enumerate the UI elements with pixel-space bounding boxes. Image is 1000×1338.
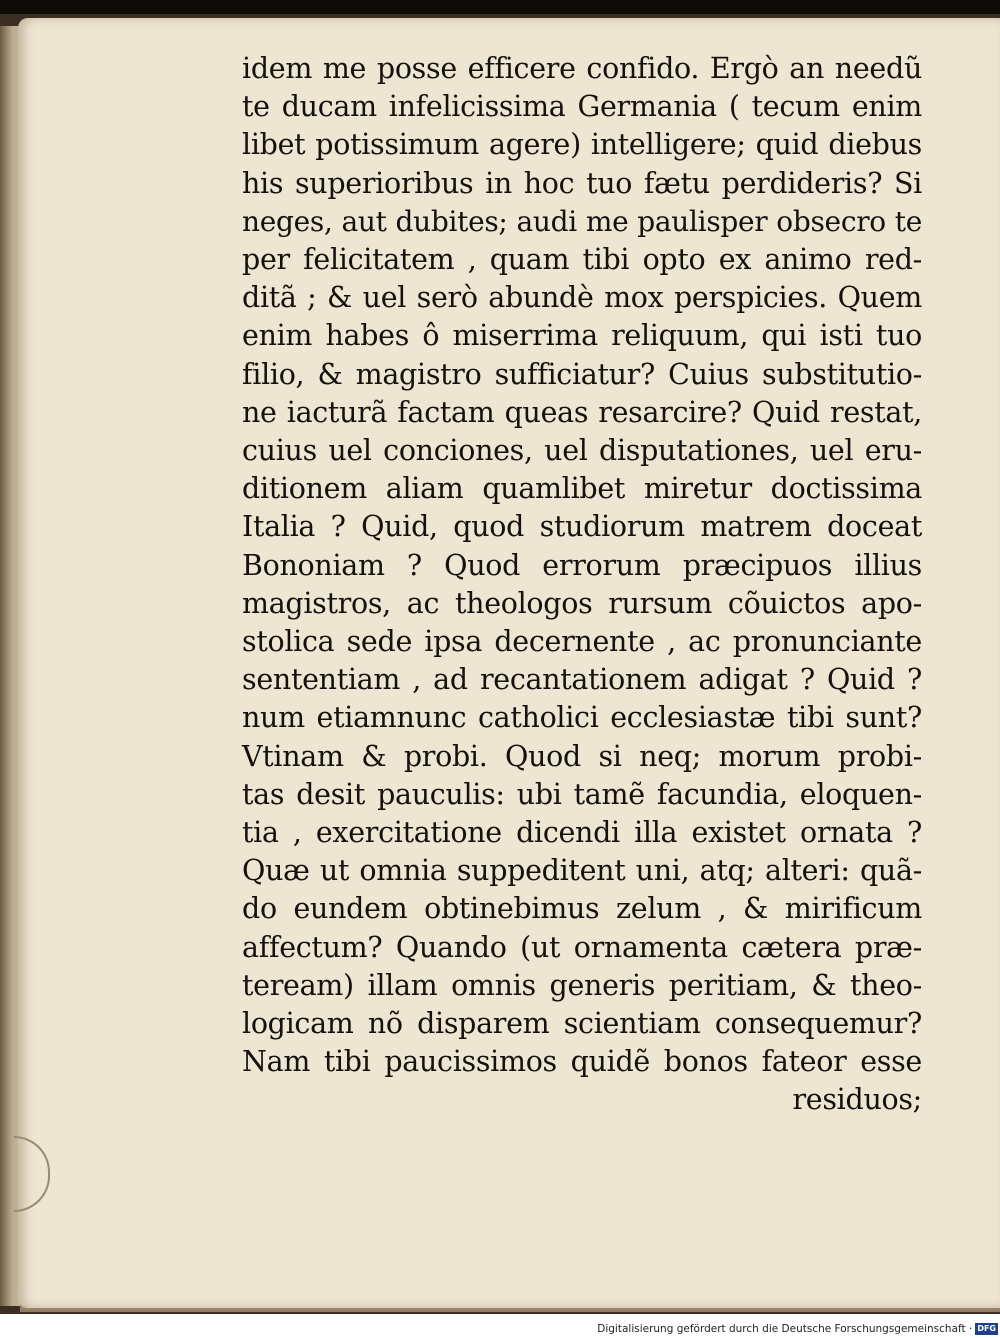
credit-text: Digitalisierung gefördert durch die Deutsche Forschungsgemeinschaft · bbox=[597, 1322, 973, 1335]
text-line: affectum? Quando (ut ornamenta cætera præ- bbox=[242, 930, 922, 964]
text-line: num etiamnunc catholici ecclesiastæ tibi sunt? bbox=[242, 701, 922, 735]
text-line: Vtinam & probi. Quod si neq; morum probi- bbox=[242, 739, 922, 773]
text-line: Bononiam ? Quod errorum præcipuos illius bbox=[242, 548, 922, 582]
text-line: tia , exercitatione dicendi illa existet ornata ? bbox=[242, 816, 922, 850]
text-line: Nam tibi paucissimos quidẽ bonos fateor esse bbox=[242, 1045, 922, 1079]
digitization-credit bbox=[597, 1319, 1000, 1338]
text-line: teream) illam omnis generis peritiam, & theo- bbox=[242, 968, 922, 1002]
text-line: cuius uel conciones, uel disputationes, uel eru- bbox=[242, 434, 922, 468]
text-line: ne iacturã factam queas resarcire? Quid restat, bbox=[242, 395, 922, 429]
text-line: Quæ ut omnia suppeditent uni, atq; alteri: quã- bbox=[242, 854, 922, 888]
text-line: ditã ; & uel serò abundè mox perspicies. Quem bbox=[242, 281, 922, 315]
clip-mark bbox=[14, 1136, 50, 1212]
text-line: te ducam infelicissima Germania ( tecum enim bbox=[242, 90, 922, 124]
text-line: his superioribus in hoc tuo fætu perdideris? Si bbox=[242, 166, 922, 200]
text-line: per felicitatem , quam tibi opto ex animo red- bbox=[242, 243, 922, 277]
text-line: stolica sede ipsa decernente , ac pronunciante bbox=[242, 625, 922, 659]
text-line: idem me posse efficere confido. Ergò an needũ bbox=[242, 52, 922, 85]
page-text bbox=[242, 50, 922, 1120]
text-line: magistros, ac theologos rursum cõuictos apo- bbox=[242, 586, 922, 620]
text-line: logicam nõ disparem scientiam consequemur? bbox=[242, 1007, 922, 1041]
text-line: sententiam , ad recantationem adigat ? Quid ? bbox=[242, 663, 922, 697]
text-line: libet potissimum agere) intelligere; quid diebus bbox=[242, 128, 922, 162]
text-line: ditionem aliam quamlibet miretur doctissima bbox=[242, 472, 922, 506]
text-line: do eundem obtinebimus zelum , & mirificum bbox=[242, 892, 922, 926]
dfg-logo: DFG bbox=[977, 1323, 996, 1333]
text-line: filio, & magistro sufficiatur? Cuius substitutio- bbox=[242, 357, 922, 391]
text-line: enim habes ô miserrima reliquum, qui isti tuo bbox=[242, 319, 922, 353]
catchword: residuos; bbox=[792, 1083, 922, 1117]
text-line: tas desit pauculis: ubi tamẽ facundia, eloquen- bbox=[242, 777, 922, 811]
text-line: Italia ? Quid, quod studiorum matrem doceat bbox=[242, 510, 922, 544]
text-line: neges, aut dubites; audi me paulisper obsecro te bbox=[242, 204, 922, 238]
